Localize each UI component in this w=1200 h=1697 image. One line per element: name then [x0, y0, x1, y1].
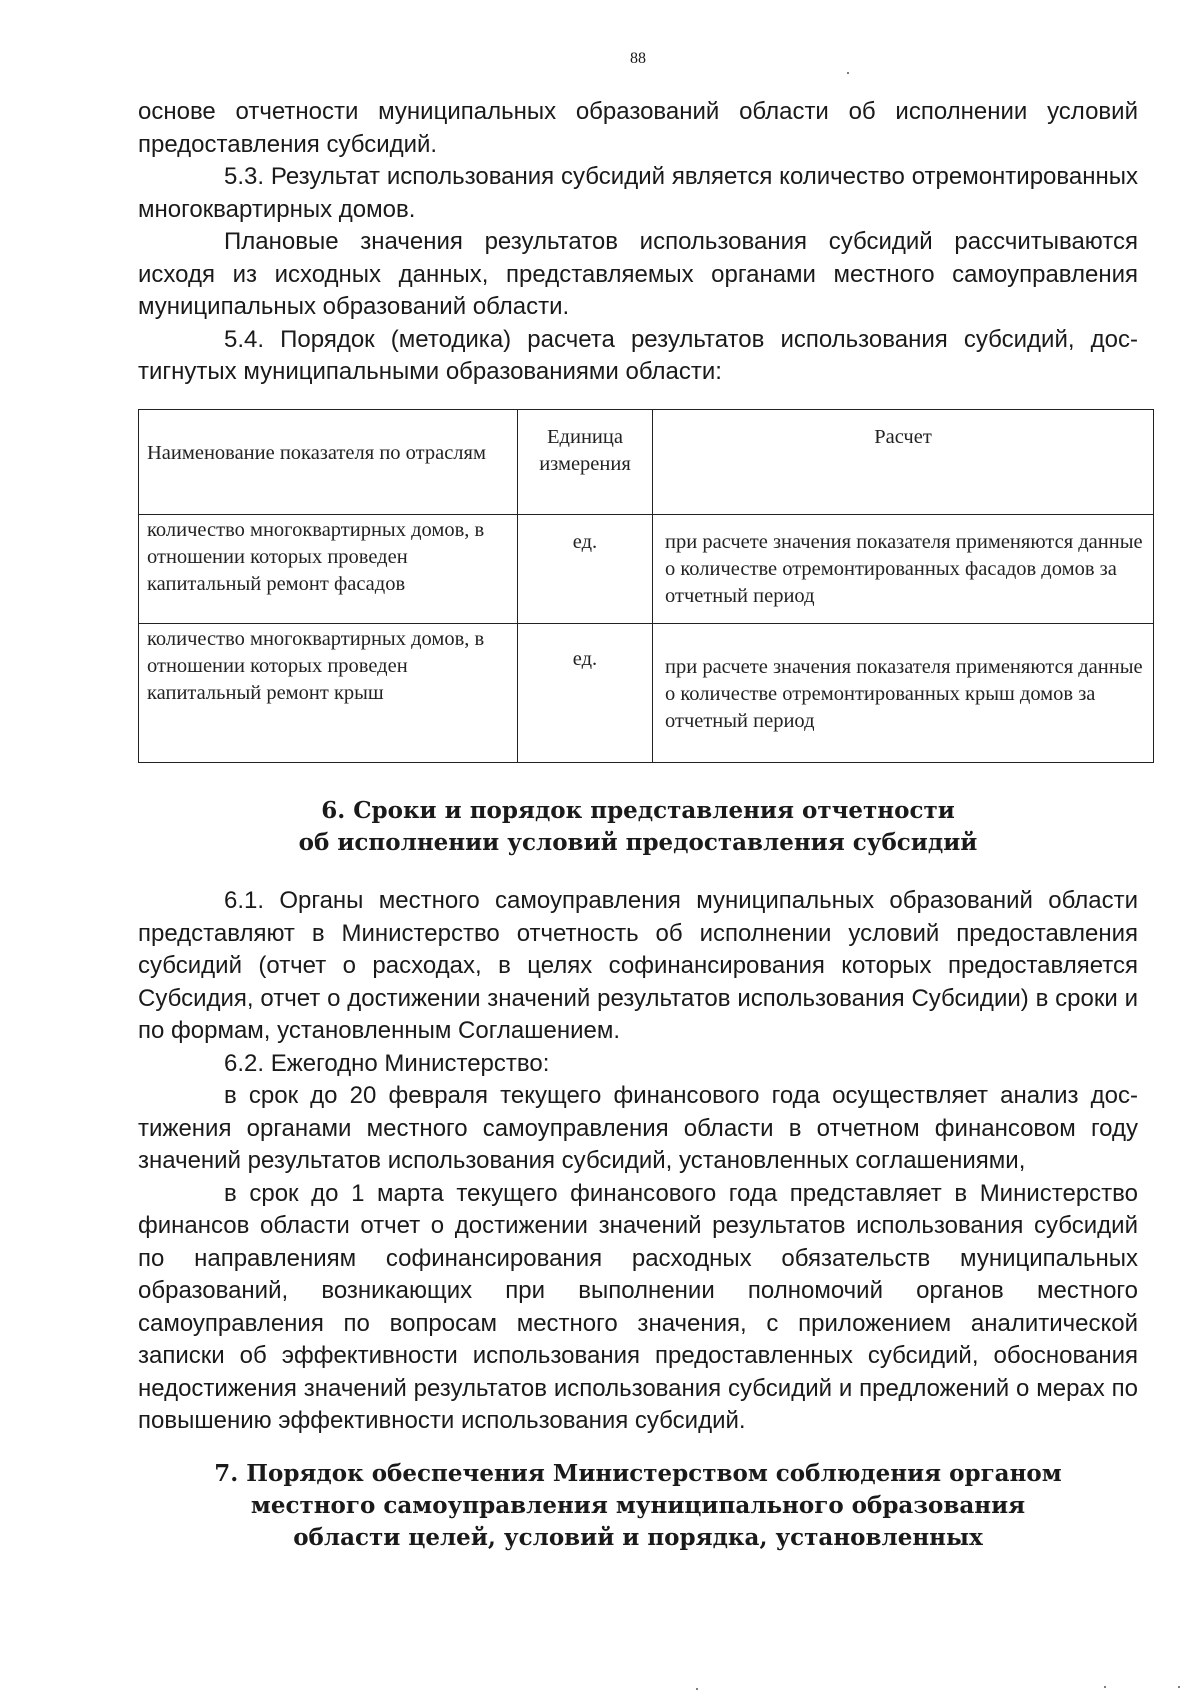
table-header-row [139, 410, 1154, 515]
section-7-heading-line-2: местного самоуправления муниципального образования [250, 1492, 1026, 1519]
header-calculation: Расчет [653, 410, 1154, 515]
cell-unit: ед. [518, 624, 653, 763]
scan-speck [1178, 1686, 1180, 1688]
section-6-text-block [138, 885, 1138, 1438]
scan-speck [696, 1688, 698, 1690]
section-6-heading [0, 795, 1200, 859]
header-indicator-name: Наименование показателя по отраслям [139, 410, 518, 515]
paragraph-planned-values: Плановые значения результатов использования субсидий рассчитываются исходя из исходных данных, представляемых органами местного самоуправления муниципальных образований области. [138, 228, 1138, 320]
scan-speck [1104, 1686, 1106, 1688]
cell-calculation: при расчете значения показателя применяются данные о количестве отремонтированных фасадов домов за отчетный период [653, 515, 1154, 624]
section-6-heading-line-2: об исполнении условий предоставления субсидий [298, 829, 978, 856]
cell-calculation: при расчете значения показателя применяются данные о количестве отремонтированных крыш домов за отчетный период [653, 624, 1154, 763]
results-calculation-table [138, 409, 1154, 763]
paragraph-mar-1: в срок до 1 марта текущего финансового года представляет в Министерство финансов области отчет о достижении значений результатов использования субсидий по направлениям софинансирования расходных обязательств муниципальных образований, возникающих при выполнении полномочий органов местного самоуправления по вопросам местного значения, с приложением аналитической записки об эффективности использования предоставленных субсидий, обоснования недостижения значений результатов использования субсидий и предложений о мерах по повышению эффективности использования субсидий. [138, 1179, 1138, 1434]
cell-indicator-name: количество многоквартирных домов, в отношении которых проведен капитальный ремонт крыш [139, 624, 518, 763]
paragraph-intro-continuation: основе отчетности муниципальных образований области об исполнении условий предоставления субсидий. [138, 98, 1138, 158]
intro-text-block [138, 96, 1138, 389]
paragraph-6-1: 6.1. Органы местного самоуправления муниципальных образований области представляют в Министерство отчетность об исполнении условий предоставления субсидий (отчет о расходах, в целях софинансирования которых предоставляется Субсидия, отчет о достижении значений результатов использования Субсидии) в сроки и по формам, установленным Соглашением. [138, 887, 1138, 1044]
section-7-heading-line-1: 7. Порядок обеспечения Министерством соблюдения органом [214, 1460, 1062, 1487]
section-7-heading-line-3: области целей, условий и порядка, установленных [293, 1524, 983, 1551]
table-row [139, 624, 1154, 763]
paragraph-feb-20: в срок до 20 февраля текущего финансового года осуществляет анализ достижения органами местного самоуправления области в отчетном финансовом году значений результатов использования субсидий, установленных соглашениями, [138, 1082, 1138, 1174]
page-number: 88 [630, 50, 646, 67]
table-row [139, 515, 1154, 624]
paragraph-5-4: 5.4. Порядок (методика) расчета результатов использования субсидий, достигнутых муниципальными образованиями области: [138, 325, 1138, 385]
section-6-heading-line-1: 6. Сроки и порядок представления отчетности [321, 797, 955, 824]
scan-speck [847, 72, 849, 74]
paragraph-6-2: 6.2. Ежегодно Министерство: [224, 1049, 550, 1077]
header-unit: Единица измерения [518, 410, 653, 515]
paragraph-5-3: 5.3. Результат использования субсидий является количество отремонтированных многоквартирных домов. [138, 163, 1138, 223]
cell-indicator-name: количество многоквартирных домов, в отношении которых проведен капитальный ремонт фасадов [139, 515, 518, 624]
section-7-heading [0, 1458, 1200, 1554]
cell-unit: ед. [518, 515, 653, 624]
